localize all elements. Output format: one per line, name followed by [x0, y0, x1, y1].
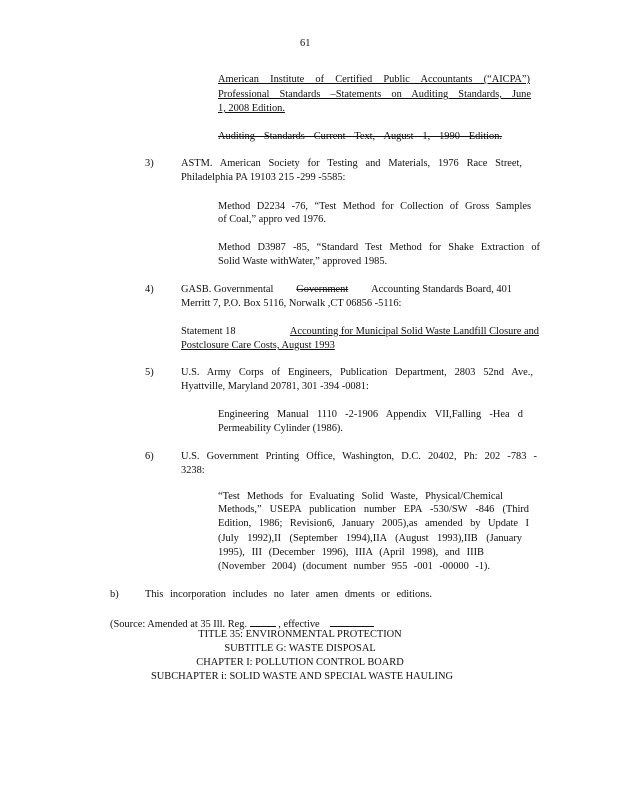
item-6-number: 6) [145, 451, 154, 462]
aicpa-line-1: American Institute of Certified Public Accountants (“AICPA”) [218, 74, 530, 85]
item-4-line-1 [181, 283, 512, 296]
item-4-number: 4) [145, 284, 154, 295]
item-4-statement-label: Statement 18 [181, 326, 236, 337]
aicpa-line-2: Professional Standards –Statements on Auditing Standards, June [218, 89, 531, 100]
section-b-label: b) [110, 589, 119, 600]
item-6-line-2: 3238: [181, 465, 205, 476]
item-4-line-2: Merritt 7, P.O. Box 5116, Norwalk ,CT 06856 -5116: [181, 298, 402, 309]
item-4-statement-line-2: Postclosure Care Costs, August 1993 [181, 340, 335, 351]
footer-subtitle: SUBTITLE G: WASTE DISPOSAL [224, 643, 376, 654]
aicpa-line-3: 1, 2008 Edition. [218, 103, 285, 114]
item-6-sub-line-2: Methods,” USEPA publication number EPA -530/SW -846 (Third [218, 504, 529, 515]
footer-title: TITLE 35: ENVIRONMENTAL PROTECTION [198, 629, 402, 640]
source-text: (Source: Amended at 35 Ill. Reg. [110, 619, 248, 630]
section-b-text: This incorporation includes no later amen dments or editions. [145, 589, 432, 600]
page-number: 61 [300, 38, 311, 49]
source-effective: , effective [278, 619, 320, 630]
item-6-sub-line-4: (July 1992),II (September 1994),IIA (August 1993),IIB (January [218, 533, 522, 544]
item-4-line-1-b: Accounting Standards Board, 401 [371, 284, 512, 295]
item-4-statement-title-1: Accounting for Municipal Solid Waste Landfill Closure and [289, 326, 539, 337]
footer-subchapter: SUBCHAPTER i: SOLID WASTE AND SPECIAL WASTE HAULING [150, 671, 453, 682]
item-6-sub-line-1: “Test Methods for Evaluating Solid Waste, Physical/Chemical [218, 491, 503, 502]
item-5-sub-1-line-2: Permeability Cylinder (1986). [218, 423, 343, 434]
item-5-number: 5) [145, 367, 154, 378]
item-3-line-1: ASTM. American Society for Testing and Materials, 1976 Race Street, [181, 158, 522, 169]
item-3-sub-2-line-2: Solid Waste withWater,” approved 1985. [218, 256, 388, 267]
item-5-sub-1-line-1: Engineering Manual 1110 -2-1906 Appendix VII,Falling -Hea d [218, 409, 523, 420]
item-4-line-1-a: GASB. Governmental [181, 284, 274, 295]
item-3-sub-1-line-2: of Coal,” appro ved 1976. [218, 214, 326, 225]
source-reg-blank [250, 616, 276, 627]
item-3-sub-1-line-1: Method D2234 -76, “Test Method for Collection of Gross Samples [218, 201, 531, 212]
aicpa-struck-line: Auditing Standards Current Text, August 1, 1990 Edition. [218, 131, 502, 142]
item-5-line-2: Hyattville, Maryland 20781, 301 -394 -0081: [181, 381, 369, 392]
item-3-line-2: Philadelphia PA 19103 215 -299 -5585: [181, 172, 346, 183]
item-5-line-1: U.S. Army Corps of Engineers, Publication Department, 2803 52nd Ave., [181, 367, 533, 378]
footer-chapter: CHAPTER I: POLLUTION CONTROL BOARD [196, 657, 404, 668]
item-6-sub-line-3: Edition, 1986; Revision6, January 2005),as amended by Update I [218, 518, 529, 529]
item-4-statement-line-1 [181, 325, 539, 338]
item-4-struck-word: Government [296, 284, 349, 295]
source-date-blank [330, 616, 374, 627]
item-3-number: 3) [145, 158, 154, 169]
item-6-sub-line-6: (November 2004) (document number 955 -001 -00000 -1). [218, 561, 490, 572]
item-6-sub-line-5: 1995), III (December 1996), IIIA (April 1998), and IIIB [218, 547, 484, 558]
item-6-line-1: U.S. Government Printing Office, Washington, D.C. 20402, Ph: 202 -783 - [181, 451, 537, 462]
item-3-sub-2-line-1: Method D3987 -85, “Standard Test Method for Shake Extraction of [218, 242, 540, 253]
